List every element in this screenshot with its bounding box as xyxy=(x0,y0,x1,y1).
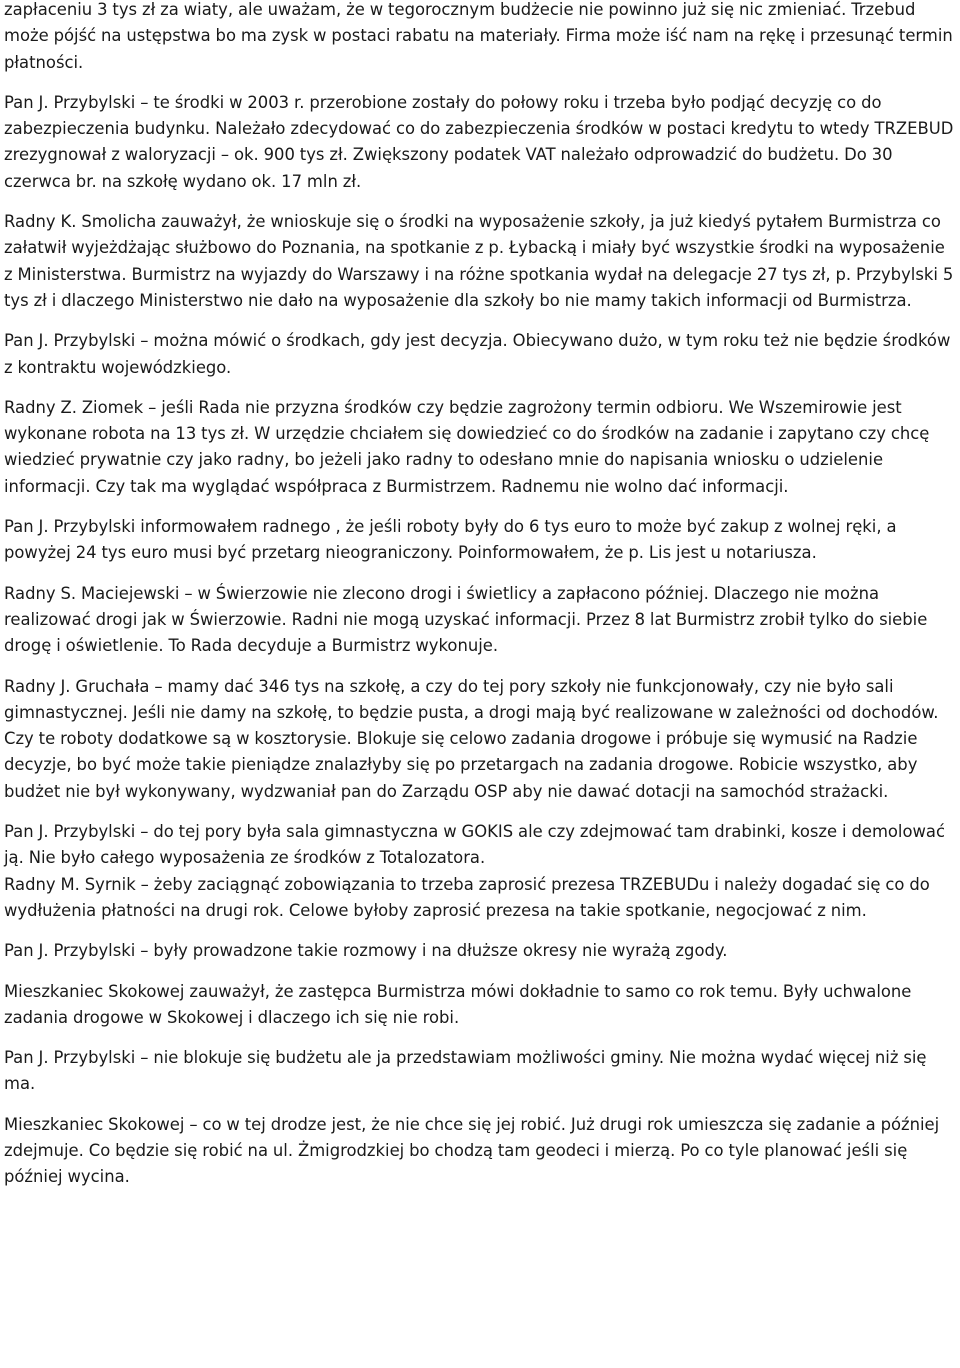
document-page xyxy=(4,0,957,1205)
paragraph-przybylski-1: Pan J. Przybylski – te środki w 2003 r. przerobione zostały do połowy roku i trzeba było podjąć decyzję co do zabezpieczenia budynku. Należało zdecydować co do zabezpieczenia środków w postaci kredytu to wtedy TRZEBUD zrezygnował z waloryzacji – ok. 900 tys zł. Zwiększony podatek VAT należało odprowadzić do budżetu. Do 30 czerwca br. na szkołę wydano ok. 17 mln zł. xyxy=(4,92,954,191)
paragraph-przybylski-3: Pan J. Przybylski informowałem radnego , że jeśli roboty były do 6 tys euro to może być zakup z wolnej ręki, a powyżej 24 tys euro musi być przetarg nieograniczony. Poinformowałem, że p. Lis jest u notariusza. xyxy=(4,517,897,563)
paragraph-przybylski-6: Pan J. Przybylski – nie blokuje się budżetu ale ja przedstawiam możliwości gminy. Nie można wydać więcej niż się ma. xyxy=(4,1048,927,1094)
paragraph-maciejewski: Radny S. Maciejewski – w Świerzowie nie zlecono drogi i świetlicy a zapłacono później. Dlaczego nie można realizować drogi jak w Świerzowie. Radni nie mogą uzyskać informacji. Przez 8 lat Burmistrz zrobił tylko do siebie drogę i oświetlenie. To Rada decyduje a Burmistrz wykonuje. xyxy=(4,583,928,656)
paragraph-syrnik: Radny M. Syrnik – żeby zaciągnąć zobowiązania to trzeba zaprosić prezesa TRZEBUDu i należy dogadać się co do wydłużenia płatności na drugi rok. Celowe byłoby zaprosić prezesa na takie spotkanie, negocjować z nim. xyxy=(4,874,930,920)
paragraph-gruchala: Radny J. Gruchała – mamy dać 346 tys na szkołę, a czy do tej pory szkoły nie funkcjonowały, czy nie było sali gimnastycznej. Jeśli nie damy na szkołę, to będzie pusta, a drogi mają być realizowane w zależności od dochodów. Czy te roboty dodatkowe są w kosztorysie. Blokuje się celowo zadania drogowe i próbuje się wymusić na Radzie decyzje, bo być może takie pieniądze znalazłyby się po przetargach na zadania drogowe. Robicie wszystko, aby budżet nie był wykonywany, wydzwaniał pan do Zarządu OSP aby nie dawać dotacji na samochód strażacki. xyxy=(4,676,939,801)
paragraph-przybylski-5: Pan J. Przybylski – były prowadzone takie rozmowy i na dłuższe okresy nie wyrażą zgody. xyxy=(4,941,728,961)
paragraph-mieszkaniec-2: Mieszkaniec Skokowej – co w tej drodze jest, że nie chce się jej robić. Już drugi rok umieszcza się zadanie a później zdejmuje. Co będzie się robić na ul. Żmigrodzkiej bo chodzą tam geodeci i mierzą. Po co tyle planować jeśli się później wycina. xyxy=(4,1114,940,1187)
paragraph-ziomek: Radny Z. Ziomek – jeśli Rada nie przyzna środków czy będzie zagrożony termin odbioru. We Wszemirowie jest wykonane robota na 13 tys zł. W urzędzie chciałem się dowiedzieć co do środków na zadanie i zapytano czy chcę wiedzieć prywatnie czy jako radny, bo jeżeli jako radny to odesłano mnie do napisania wniosku o udzielenie informacji. Czy tak ma wyglądać współpraca z Burmistrzem. Radnemu nie wolno dać informacji. xyxy=(4,397,930,496)
paragraph-przybylski-2: Pan J. Przybylski – można mówić o środkach, gdy jest decyzja. Obiecywano dużo, w tym roku też nie będzie środków z kontraktu wojewódzkiego. xyxy=(4,331,951,377)
paragraph-przybylski-4: Pan J. Przybylski – do tej pory była sala gimnastyczna w GOKIS ale czy zdejmować tam drabinki, kosze i demolować ją. Nie było całego wyposażenia ze środków z Totalozatora. xyxy=(4,822,945,868)
paragraph-mieszkaniec-1: Mieszkaniec Skokowej zauważył, że zastępca Burmistrza mówi dokładnie to samo co rok temu. Były uchwalone zadania drogowe w Skokowej i dlaczego ich się nie robi. xyxy=(4,981,912,1027)
paragraph-smolicha: Radny K. Smolicha zauważył, że wnioskuje się o środki na wyposażenie szkoły, ja już kiedyś pytałem Burmistrza co załatwił wyjeżdżając służbowo do Poznania, na spotkanie z p. Łybacką i miały być wszystkie środki na wyposażenie z Ministerstwa. Burmistrz na wyjazdy do Warszawy i na różne spotkania wydał na delegacje 27 tys zł, p. Przybylski 5 tys zł i dlaczego Ministerstwo nie dało na wyposażenie dla szkoły bo nie mamy takich informacji od Burmistrza. xyxy=(4,212,954,310)
paragraph-intro: zapłaceniu 3 tys zł za wiaty, ale uważam, że w tegorocznym budżecie nie powinno już się nic zmieniać. Trzebud może pójść na ustępstwa bo ma zysk w postaci rabatu na materiały. Firma może iść nam na rękę i przesunąć termin płatności. xyxy=(4,0,953,72)
